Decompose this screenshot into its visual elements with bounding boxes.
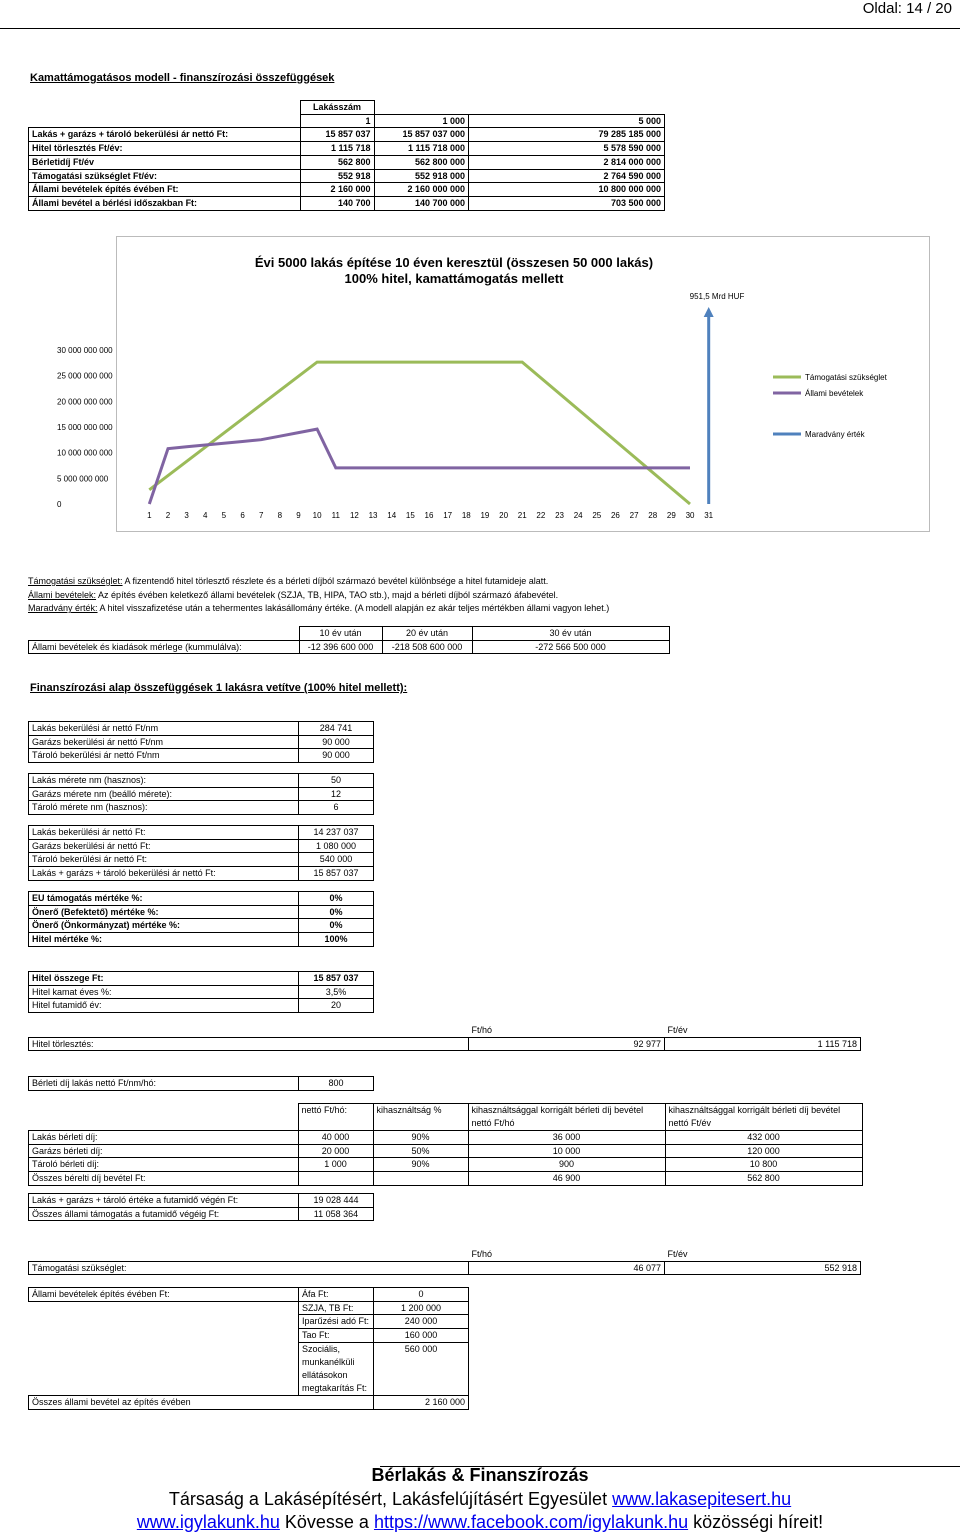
cell: 10 800 000 000 <box>469 183 665 197</box>
cell: 5 578 590 000 <box>469 142 665 156</box>
x-tick-label: 21 <box>517 511 527 520</box>
table-row <box>29 853 374 867</box>
header-divider <box>0 28 960 29</box>
table-row <box>29 905 374 919</box>
table-row <box>29 183 665 197</box>
size-table <box>28 773 374 815</box>
x-tick-label: 3 <box>184 511 189 520</box>
x-tick-label: 29 <box>666 511 676 520</box>
table-row <box>29 867 374 881</box>
x-tick-label: 8 <box>277 511 283 520</box>
table-row <box>29 826 374 840</box>
x-tick-label: 24 <box>573 511 583 520</box>
table-row <box>29 1158 863 1172</box>
table-row <box>29 839 374 853</box>
note-item <box>28 589 609 603</box>
x-tick-label: 5 <box>221 511 227 520</box>
x-tick-label: 25 <box>592 511 602 520</box>
cell: 1 115 718 000 <box>374 142 469 156</box>
col-header: kihasználtság % <box>373 1104 468 1131</box>
y-tick-label: 15 000 000 000 <box>57 423 113 432</box>
row-label: Tároló bérleti díj: <box>29 1158 299 1172</box>
table-row <box>29 1077 374 1091</box>
end-value-table <box>28 1193 374 1221</box>
cell: 10 800 <box>665 1158 862 1172</box>
cell: 12 <box>299 787 374 801</box>
col-header: kihasználtsággal korrigált bérleti díj bevétel nettó Ft/hó <box>468 1104 665 1131</box>
facebook-link[interactable]: https://www.facebook.com/igylakunk.hu <box>373 1512 689 1532</box>
table-row <box>29 999 374 1013</box>
row-label: Hitel futamidő év: <box>29 999 299 1013</box>
col-header: 1 000 <box>374 114 469 128</box>
cell: 120 000 <box>665 1144 862 1158</box>
cell: 2 160 000 <box>374 1395 469 1409</box>
page-number: Oldal: 14 / 20 <box>862 0 952 17</box>
footer-text: Kövesse a <box>279 1512 374 1532</box>
row-label: Tároló mérete nm (hasznos): <box>29 801 299 815</box>
item-label: Iparűzési adó Ft: <box>299 1315 374 1329</box>
table-row <box>29 1301 469 1315</box>
footer-line <box>0 1510 960 1534</box>
cell: 15 857 037 <box>299 867 374 881</box>
cell: -12 396 600 000 <box>299 640 382 654</box>
cell: 100% <box>299 933 374 947</box>
cell: 20 000 <box>298 1144 373 1158</box>
cell: 14 237 037 <box>299 826 374 840</box>
cell: 20 <box>299 999 374 1013</box>
note-term: Állami bevételek: <box>28 589 97 600</box>
col-header: Ft/hó <box>471 1249 493 1259</box>
table-row <box>29 1315 469 1329</box>
cell: 11 058 364 <box>299 1207 374 1221</box>
table-row <box>29 1194 374 1208</box>
x-tick-label: 2 <box>165 511 171 520</box>
row-label: Tároló bekerülési ár nettó Ft: <box>29 853 299 867</box>
table-row <box>29 155 665 169</box>
x-tick-label: 31 <box>704 511 714 520</box>
row-label: Lakás bekerülési ár nettó Ft/nm <box>29 722 299 736</box>
cell: 15 857 037 <box>300 128 374 142</box>
cell: 562 800 <box>300 155 374 169</box>
table-row <box>29 985 374 999</box>
row-label: Lakás bérleti díj: <box>29 1131 299 1145</box>
cell: 562 800 000 <box>374 155 469 169</box>
table-row <box>29 1342 469 1395</box>
x-tick-label: 18 <box>461 511 471 520</box>
table-row <box>29 892 374 906</box>
table-row <box>29 169 665 183</box>
row-label: Hitel törlesztés: <box>29 1037 469 1051</box>
website-link[interactable]: www.igylakunk.hu <box>136 1512 280 1532</box>
col-header: Ft/év <box>667 1025 688 1035</box>
x-tick-label: 14 <box>387 511 397 520</box>
x-tick-label: 27 <box>629 511 639 520</box>
cell: 46 900 <box>468 1172 665 1186</box>
cell: 50 <box>299 774 374 788</box>
table-row <box>29 1131 863 1145</box>
item-label: Szociális, munkanélküli ellátásokon megtakarítás Ft: <box>299 1342 374 1395</box>
row-label: Állami bevétel a bérlési időszakban Ft: <box>29 196 301 210</box>
table-row <box>29 1172 863 1186</box>
x-tick-label: 10 <box>312 511 322 520</box>
col-header: kihasználtsággal korrigált bérleti díj bevétel nettó Ft/év <box>665 1104 862 1131</box>
col-header: 5 000 <box>469 114 665 128</box>
cell: 1 200 000 <box>374 1301 469 1315</box>
col-header: nettó Ft/hó: <box>298 1104 373 1131</box>
y-tick-label: 25 000 000 000 <box>57 371 113 381</box>
cell: 1 080 000 <box>299 839 374 853</box>
x-tick-label: 19 <box>480 511 490 520</box>
cell: 36 000 <box>468 1131 665 1145</box>
cell: 0% <box>299 905 374 919</box>
note-term: Maradvány érték: <box>28 603 98 614</box>
cell: 552 918 <box>300 169 374 183</box>
summary-table <box>28 100 665 211</box>
chart-annotation: 951,5 Mrd HUF <box>689 292 745 301</box>
col-header: 10 év után <box>299 627 382 641</box>
cell: 1 000 <box>298 1158 373 1172</box>
table-row <box>29 774 374 788</box>
cell: 540 000 <box>299 853 374 867</box>
x-tick-label: 22 <box>536 511 546 520</box>
cell: 3,5% <box>299 985 374 999</box>
row-label: Állami bevételek építés évében Ft: <box>29 1288 299 1302</box>
note-text: A hitel visszafizetése után a tehermentes lakásállomány értéke. (A modell alapján ez akár teljes mértékben állami vagyon lehet.) <box>97 603 610 614</box>
x-tick-label: 12 <box>349 511 359 520</box>
row-label: Tároló bekerülési ár nettó Ft/nm <box>29 749 299 763</box>
cell: 160 000 <box>374 1329 469 1343</box>
table-row <box>29 801 374 815</box>
table-row <box>29 128 665 142</box>
cost-table <box>28 825 374 881</box>
chart-svg <box>57 237 929 531</box>
rent-table <box>28 1103 863 1186</box>
cell: 50% <box>373 1144 468 1158</box>
x-tick-label: 9 <box>296 511 301 520</box>
cell: 140 700 000 <box>374 196 469 210</box>
support-table <box>28 1248 861 1275</box>
col-header: 30 év után <box>472 627 669 641</box>
cell: 79 285 185 000 <box>469 128 665 142</box>
cell: 2 160 000 <box>300 183 374 197</box>
y-tick-label: 5 000 000 000 <box>57 474 109 484</box>
table-row <box>29 1037 861 1051</box>
y-tick-label: 20 000 000 000 <box>57 397 113 407</box>
funding-table <box>28 891 374 947</box>
note-text: Az építés évében keletkező állami bevételek (SZJA, TB, HIPA, TAO stb.), majd a bérleti díjból származó áfabevétel. <box>96 589 559 600</box>
row-label: Önerő (Befektető) mértéke %: <box>29 905 299 919</box>
table-row <box>29 1395 469 1409</box>
note-term: Támogatási szükséglet: <box>28 576 123 586</box>
x-tick-label: 6 <box>240 511 245 520</box>
row-label: Összes bérelti díj bevétel Ft: <box>29 1172 299 1186</box>
y-tick-label: 30 000 000 000 <box>57 346 113 355</box>
cell: 0 <box>374 1288 469 1302</box>
header-label: Lakásszám <box>300 101 374 115</box>
cell: 1 115 718 <box>300 142 374 156</box>
row-label: Garázs mérete nm (beálló mérete): <box>29 787 299 801</box>
table-row <box>29 933 374 947</box>
x-tick-label: 4 <box>203 511 208 520</box>
cell: 900 <box>468 1158 665 1172</box>
row-label: Összes állami bevétel az építés évében <box>29 1395 374 1409</box>
x-tick-label: 1 <box>147 511 152 520</box>
arrow-head <box>704 307 714 317</box>
note-item <box>28 575 609 589</box>
cell: 2 814 000 000 <box>469 155 665 169</box>
balance-table <box>28 626 670 654</box>
row-label: Összes állami támogatás a futamidő végéig Ft: <box>29 1207 299 1221</box>
row-label: Bérleti díj lakás nettó Ft/nm/hó: <box>29 1077 299 1091</box>
table-row <box>29 1144 863 1158</box>
item-label: Áfa Ft: <box>299 1288 374 1302</box>
chart-subtitle: 100% hitel, kamattámogatás mellett <box>344 271 564 286</box>
chart-title: Évi 5000 lakás építése 10 éven keresztül (összesen 50 000 lakás) <box>254 255 654 270</box>
y-tick-label: 0 <box>57 500 62 509</box>
cell: 2 764 590 000 <box>469 169 665 183</box>
table-row <box>29 972 374 986</box>
line-chart <box>57 236 930 532</box>
row-label: Önerő (Önkormányzat) mértéke %: <box>29 919 299 933</box>
col-header: 20 év után <box>382 627 472 641</box>
row-label: Garázs bekerülési ár nettó Ft: <box>29 839 299 853</box>
row-label: Bérletidíj Ft/év <box>29 155 301 169</box>
cell: -272 566 500 000 <box>472 640 669 654</box>
cell: 46 077 <box>469 1261 665 1275</box>
rent-rate-table <box>28 1076 374 1091</box>
item-label: Tao Ft: <box>299 1329 374 1343</box>
cell: 562 800 <box>665 1172 862 1186</box>
table-row <box>29 1288 469 1302</box>
state-income-table <box>28 1287 469 1410</box>
cell: 19 028 444 <box>299 1194 374 1208</box>
col-header: 1 <box>300 114 374 128</box>
cell: 552 918 <box>665 1261 861 1275</box>
cell: 40 000 <box>298 1131 373 1145</box>
row-label: Lakás bekerülési ár nettó Ft: <box>29 826 299 840</box>
note-item <box>28 602 609 616</box>
price-table <box>28 721 374 763</box>
row-label: Garázs bérleti díj: <box>29 1144 299 1158</box>
col-header: Ft/év <box>667 1249 688 1259</box>
table-row <box>29 749 374 763</box>
cell: 703 500 000 <box>469 196 665 210</box>
website-link[interactable]: www.lakasepitesert.hu <box>612 1489 792 1509</box>
cell: 560 000 <box>374 1342 469 1395</box>
cell: 6 <box>299 801 374 815</box>
cell: 432 000 <box>665 1131 862 1145</box>
cell <box>298 1172 373 1186</box>
cell: 1 115 718 <box>665 1037 861 1051</box>
table-row <box>29 142 665 156</box>
x-tick-label: 11 <box>331 511 340 520</box>
cell <box>373 1172 468 1186</box>
row-label: Támogatási szükséglet Ft/év: <box>29 169 301 183</box>
footer-text: közösségi híreit! <box>688 1512 824 1532</box>
table-row <box>29 722 374 736</box>
x-tick-label: 17 <box>443 511 453 520</box>
x-tick-label: 16 <box>424 511 434 520</box>
cell: -218 508 600 000 <box>382 640 472 654</box>
row-label: Hitel összege Ft: <box>29 972 299 986</box>
cell: 90% <box>373 1131 468 1145</box>
item-label: SZJA, TB Ft: <box>299 1301 374 1315</box>
footer <box>0 1462 960 1534</box>
cell: 0% <box>299 892 374 906</box>
x-tick-label: 28 <box>648 511 658 520</box>
footer-line <box>0 1488 960 1510</box>
row-label: EU támogatás mértéke %: <box>29 892 299 906</box>
row-label: Hitel kamat éves %: <box>29 985 299 999</box>
note-text: A fizentendő hitel törlesztő részlete és a bérleti díjból származó bevétel különbsége a hitel futamideje alatt. <box>122 576 549 586</box>
col-header: Ft/hó <box>471 1025 493 1035</box>
row-label: Lakás mérete nm (hasznos): <box>29 774 299 788</box>
definitions <box>28 575 609 616</box>
cell: 552 918 000 <box>374 169 469 183</box>
table-row <box>29 640 670 654</box>
row-label: Lakás + garázs + tároló bekerülési ár nettó Ft: <box>29 867 299 881</box>
legend-label: Állami bevételek <box>805 389 864 398</box>
row-label: Lakás + garázs + tároló értéke a futamidő végén Ft: <box>29 1194 299 1208</box>
cell: 284 741 <box>299 722 374 736</box>
cell: 15 857 037 000 <box>374 128 469 142</box>
cell: 10 000 <box>468 1144 665 1158</box>
legend-label: Maradvány érték <box>805 430 865 439</box>
cell: 2 160 000 000 <box>374 183 469 197</box>
cell: 140 700 <box>300 196 374 210</box>
loan-table <box>28 971 374 1013</box>
row-label: Garázs bekerülési ár nettó Ft/nm <box>29 735 299 749</box>
table-row <box>29 787 374 801</box>
row-label: Lakás + garázs + tároló bekerülési ár nettó Ft: <box>29 128 301 142</box>
row-label: Hitel törlesztés Ft/év: <box>29 142 301 156</box>
row-label: Állami bevételek és kiadások mérlege (kummulálva): <box>29 640 300 654</box>
y-tick-label: 10 000 000 000 <box>57 448 113 458</box>
row-label: Hitel mértéke %: <box>29 933 299 947</box>
legend-label: Támogatási szükséglet <box>805 373 887 382</box>
series-line <box>149 362 690 504</box>
table-row <box>29 919 374 933</box>
cell: 90 000 <box>299 735 374 749</box>
x-tick-label: 20 <box>499 511 509 520</box>
table-row <box>29 1329 469 1343</box>
table-row <box>29 1207 374 1221</box>
row-label: Támogatási szükséglet: <box>29 1261 469 1275</box>
section-title: Kamattámogatásos modell - finanszírozási összefüggések <box>30 72 335 84</box>
cell: 800 <box>299 1077 374 1091</box>
cell: 240 000 <box>374 1315 469 1329</box>
table-row <box>29 1261 861 1275</box>
cell: 15 857 037 <box>299 972 374 986</box>
x-tick-label: 15 <box>405 511 415 520</box>
x-tick-label: 30 <box>685 511 695 520</box>
x-tick-label: 13 <box>368 511 378 520</box>
cell: 0% <box>299 919 374 933</box>
cell: 90 000 <box>299 749 374 763</box>
x-tick-label: 23 <box>555 511 564 520</box>
row-label: Állami bevételek építés évében Ft: <box>29 183 301 197</box>
table-row <box>29 735 374 749</box>
cell: 92 977 <box>469 1037 665 1051</box>
footer-text: Társaság a Lakásépítésért, Lakásfelújításért Egyesület <box>168 1489 613 1509</box>
cell: 90% <box>373 1158 468 1172</box>
footer-title: Bérlakás & Finanszírozás <box>371 1465 589 1485</box>
series-line <box>149 429 690 504</box>
section-title: Finanszírozási alap összefüggések 1 lakásra vetítve (100% hitel mellett): <box>30 682 408 694</box>
x-tick-label: 7 <box>258 511 264 520</box>
x-tick-label: 26 <box>610 511 620 520</box>
table-row <box>29 196 665 210</box>
repayment-table <box>28 1024 861 1051</box>
